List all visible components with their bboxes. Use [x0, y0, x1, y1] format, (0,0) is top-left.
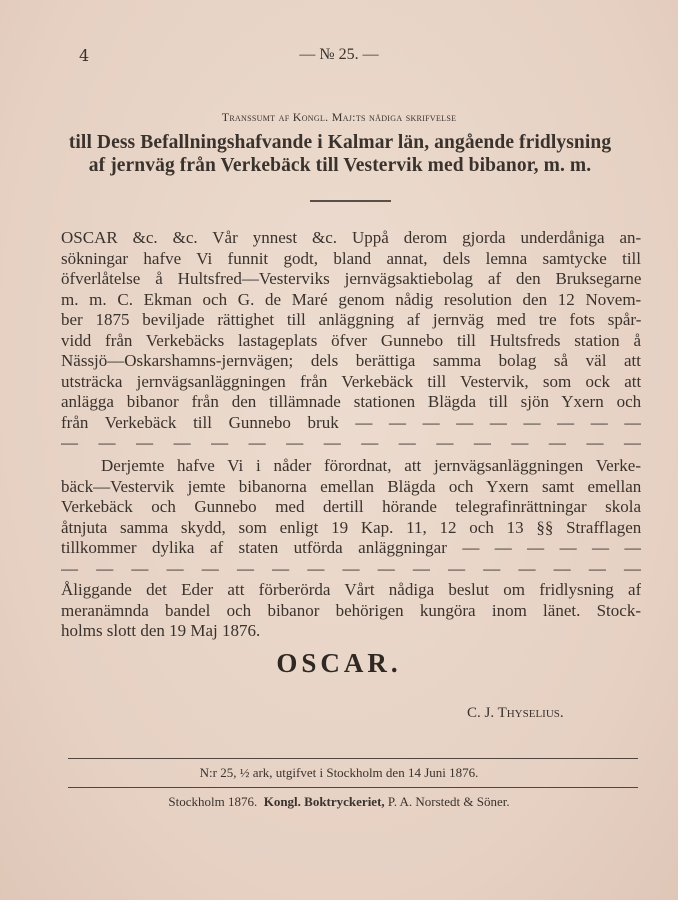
printer-prefix: Stockholm 1876. [168, 794, 258, 809]
text-line: Åliggande det Eder att förberörda Vårt nådiga beslut om fridlysning af [61, 580, 641, 599]
text-line: Derjemte hafve Vi i nåder förordnat, att jernvägsanläggningen Verke- [101, 456, 641, 475]
printer-imprint [0, 794, 678, 810]
royal-signature: OSCAR. [276, 648, 402, 678]
text-line: m. m. C. Ekman och G. de Maré genom nådig resolution den 12 Novem- [61, 289, 641, 309]
page-number: 4 [79, 46, 90, 65]
dash-line: — — — — — — — — — — — — — — — — — [61, 558, 641, 578]
dash-line: — — — — — — — — — — — — — — — — [61, 433, 641, 452]
paragraph-2 [61, 456, 641, 579]
footer-rule-bottom [68, 787, 638, 788]
text-line: bäck—Vestervik jemte bibanorna emellan Blägda och Yxern samt emellan [61, 476, 641, 496]
text-line: Nässjö—Oskarshamns-jernvägen; dels berättiga samma bolag så väl att [61, 351, 641, 370]
document-title-line-1: till Dess Befallningshafvande i Kalmar län, angående fridlysning [68, 132, 612, 153]
document-subheading: Transsumt af Kongl. Maj:ts nådiga skrifvelse [221, 110, 457, 124]
text-line: sökningar hafve Vi funnit godt, bland annat, dels lemna samtycke till [61, 248, 641, 268]
paragraph-1 [61, 228, 641, 454]
issue-number: — № 25. — [299, 46, 379, 63]
text-line: öfverlåtelse å Hultsfred—Vesterviks jernvägsaktiebolag af den Bruksegarne [61, 269, 641, 288]
paragraph-3 [61, 580, 641, 642]
document-title-line-2: af jernväg från Verkebäck till Vestervik med bibanor, m. m. [88, 155, 592, 176]
text-line: tillkommer dylika af staten utförda anläggningar — — — — — — [61, 538, 641, 557]
text-line: utsträcka jernvägsanläggningen från Verkebäck till Vestervik, som ock att [61, 371, 641, 391]
printer-suffix: P. A. Norstedt & Söner. [387, 794, 510, 809]
text-line: meranämnda bandel och bibanor behörigen kungöra inom länet. Stock- [61, 600, 641, 620]
countersignature-text: C. J. Thyselius. [467, 705, 564, 721]
text-line: åtnjuta samma skydd, som enligt 19 Kap. 11, 12 och 13 §§ Strafflagen [61, 517, 641, 537]
printer-name: Kongl. Boktryckeriet, [263, 794, 385, 809]
text-line: vidd från Verkebäcks lastageplats öfver Gunnebo till Hultsfreds station å [61, 330, 641, 350]
text-line: holms slott den 19 Maj 1876. [61, 621, 261, 640]
text-line: OSCAR &c. &c. Vår ynnest &c. Uppå derom gjorda underdåniga an- [61, 228, 641, 247]
text-line: från Verkebäck till Gunnebo bruk — — — — — — — — — [61, 412, 641, 432]
text-line: anlägga bibanor från den tillämnade stationen Blägda till sjön Yxern och [61, 392, 641, 411]
title-divider [310, 200, 391, 202]
footer-rule-top [68, 758, 638, 759]
countersignature [467, 705, 564, 722]
text-line: ber 1875 beviljade rättighet till anläggning af jernväg med tre fots spår- [61, 310, 641, 329]
text-line: Verkebäck och Gunnebo med dertill hörande telegrafinrättningar skola [61, 497, 641, 516]
publication-note: N:r 25, ½ ark, utgifvet i Stockholm den 14 Juni 1876. [199, 765, 479, 780]
